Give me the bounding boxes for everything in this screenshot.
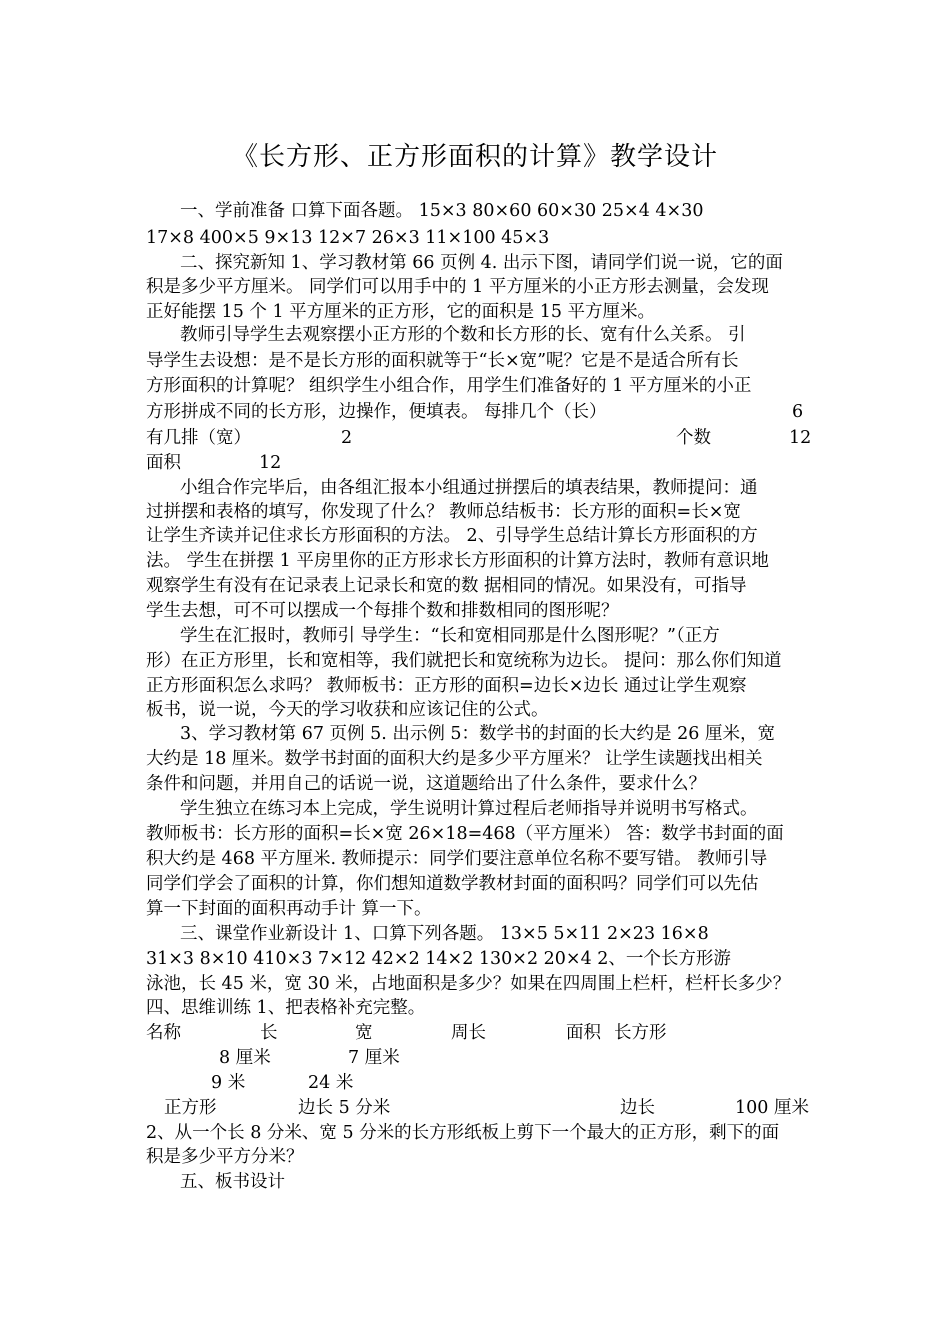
table-header: 周长 xyxy=(451,1023,486,1043)
table-cell: 7 厘米 xyxy=(348,1048,400,1068)
table-cell: 2 xyxy=(341,428,353,448)
text-line: 过拼摆和表格的填写，你发现了什么？ 教师总结板书：长方形的面积=长×宽 xyxy=(146,502,741,522)
table-cell: 9 米 xyxy=(211,1073,246,1093)
text-line: 让学生齐读并记住求长方形面积的方法。 2、引导学生总结计算长方形面积的方 xyxy=(146,526,758,546)
text-line: 小组合作完毕后，由各组汇报本小组通过拼摆后的填表结果，教师提问：通 xyxy=(180,478,758,498)
text-line: 有几排（宽） xyxy=(146,428,251,448)
text-line: 正好能摆 15 个 1 平方厘米的正方形，它的面积是 15 平方厘米。 xyxy=(146,302,656,322)
text-line: 正方形面积怎么求吗？ 教师板书：正方形的面积=边长×边长 通过让学生观察 xyxy=(146,676,747,696)
text-line: 教师引导学生去观察摆小正方形的个数和长方形的长、宽有什么关系。 引 xyxy=(180,325,746,345)
text-line: 二、探究新知 1、学习教材第 66 页例 4. 出示下图，请同学们说一说，它的面 xyxy=(180,253,783,273)
text-line: 条件和问题，并用自己的话说一说，这道题给出了什么条件，要求什么？ xyxy=(146,774,706,794)
text-line: 积大约是 468 平方厘米. 教师提示：同学们要注意单位名称不要写错。 教师引导 xyxy=(146,849,768,869)
text-line: 法。 学生在拼摆 1 平房里你的正方形求长方形面积的计算方法时，教师有意识地 xyxy=(146,551,769,571)
text-line: 形）在正方形里，长和宽相等，我们就把长和宽统称为边长。 提问：那么你们知道 xyxy=(146,651,782,671)
text-line: 观察学生有没有在记录表上记录长和宽的数 据相同的情况。如果没有，可指导 xyxy=(146,576,747,596)
text-line: 方形面积的计算呢？ 组织学生小组合作，用学生们准备好的 1 平方厘米的小正 xyxy=(146,376,752,396)
text-line: 17×8 400×5 9×13 12×7 26×3 11×100 45×3 xyxy=(146,228,550,248)
text-line: 一、学前准备 口算下面各题。 15×3 80×60 60×30 25×4 4×30 xyxy=(180,201,704,221)
text-line: 教师板书：长方形的面积=长×宽 26×18=468（平方厘米） 答：数学书封面的面 xyxy=(146,824,784,844)
table-header: 长方形 xyxy=(614,1023,667,1043)
text-line: 3、学习教材第 67 页例 5. 出示例 5：数学书的封面的长大约是 26 厘米，宽 xyxy=(180,724,775,744)
text-line: 积是多少平方分米？ xyxy=(146,1147,304,1167)
page-title: 《长方形、正方形面积的计算》教学设计 xyxy=(231,142,718,172)
text-line: 方形拼成不同的长方形，边操作，便填表。 每排几个（长） xyxy=(146,402,607,422)
table-cell: 边长 xyxy=(620,1098,655,1118)
text-line: 31×3 8×10 410×3 7×12 42×2 14×2 130×2 20×4 2、一个长方形游 xyxy=(146,949,731,969)
table-cell: 100 厘米 xyxy=(735,1098,809,1118)
table-header: 长 xyxy=(260,1023,278,1043)
text-line: 大约是 18 厘米。数学书封面的面积大约是多少平方厘米？ 让学生读题找出相关 xyxy=(146,749,763,769)
table-header: 宽 xyxy=(355,1023,373,1043)
text-line: 学生去想，可不可以摆成一个每排个数和排数相同的图形呢？ xyxy=(146,601,619,621)
table-header: 名称 xyxy=(146,1023,181,1043)
text-line: 板书，说一说，今天的学习收获和应该记住的公式。 xyxy=(146,700,549,720)
text-line: 学生在汇报时，教师引 导学生：“长和宽相同那是什么图形呢？”（正方 xyxy=(180,626,720,646)
text-line: 导学生去设想：是不是长方形的面积就等于“长×宽”呢？它是不是适合所有长 xyxy=(146,351,739,371)
text-line: 同学们学会了面积的计算，你们想知道数学教材封面的面积吗？同学们可以先估 xyxy=(146,874,759,894)
text-line: 面积 xyxy=(146,453,181,473)
table-cell: 12 xyxy=(259,453,282,473)
text-line: 三、课堂作业新设计 1、口算下列各题。 13×5 5×11 2×23 16×8 xyxy=(180,924,709,944)
text-line: 算一下封面的面积再动手计 算一下。 xyxy=(146,899,432,919)
text-line: 五、板书设计 xyxy=(180,1172,285,1192)
table-cell: 正方形 xyxy=(164,1098,217,1118)
text-line: 学生独立在练习本上完成，学生说明计算过程后老师指导并说明书写格式。 xyxy=(180,799,758,819)
table-cell: 8 厘米 xyxy=(219,1048,271,1068)
table-cell: 个数 xyxy=(676,428,711,448)
table-header: 面积 xyxy=(566,1023,601,1043)
text-line: 泳池，长 45 米，宽 30 米，占地面积是多少？如果在四周围上栏杆，栏杆长多少？ xyxy=(146,974,791,994)
text-line: 积是多少平方厘米。 同学们可以用手中的 1 平方厘米的小正方形去测量，会发现 xyxy=(146,277,769,297)
table-cell: 边长 5 分米 xyxy=(298,1098,391,1118)
table-cell: 12 xyxy=(789,428,812,448)
text-line: 2、从一个长 8 分米、宽 5 分米的长方形纸板上剪下一个最大的正方形，剩下的面 xyxy=(146,1123,780,1143)
table-cell: 24 米 xyxy=(308,1073,354,1093)
table-cell: 6 xyxy=(792,402,804,422)
text-line: 四、思维训练 1、把表格补充完整。 xyxy=(146,998,426,1018)
